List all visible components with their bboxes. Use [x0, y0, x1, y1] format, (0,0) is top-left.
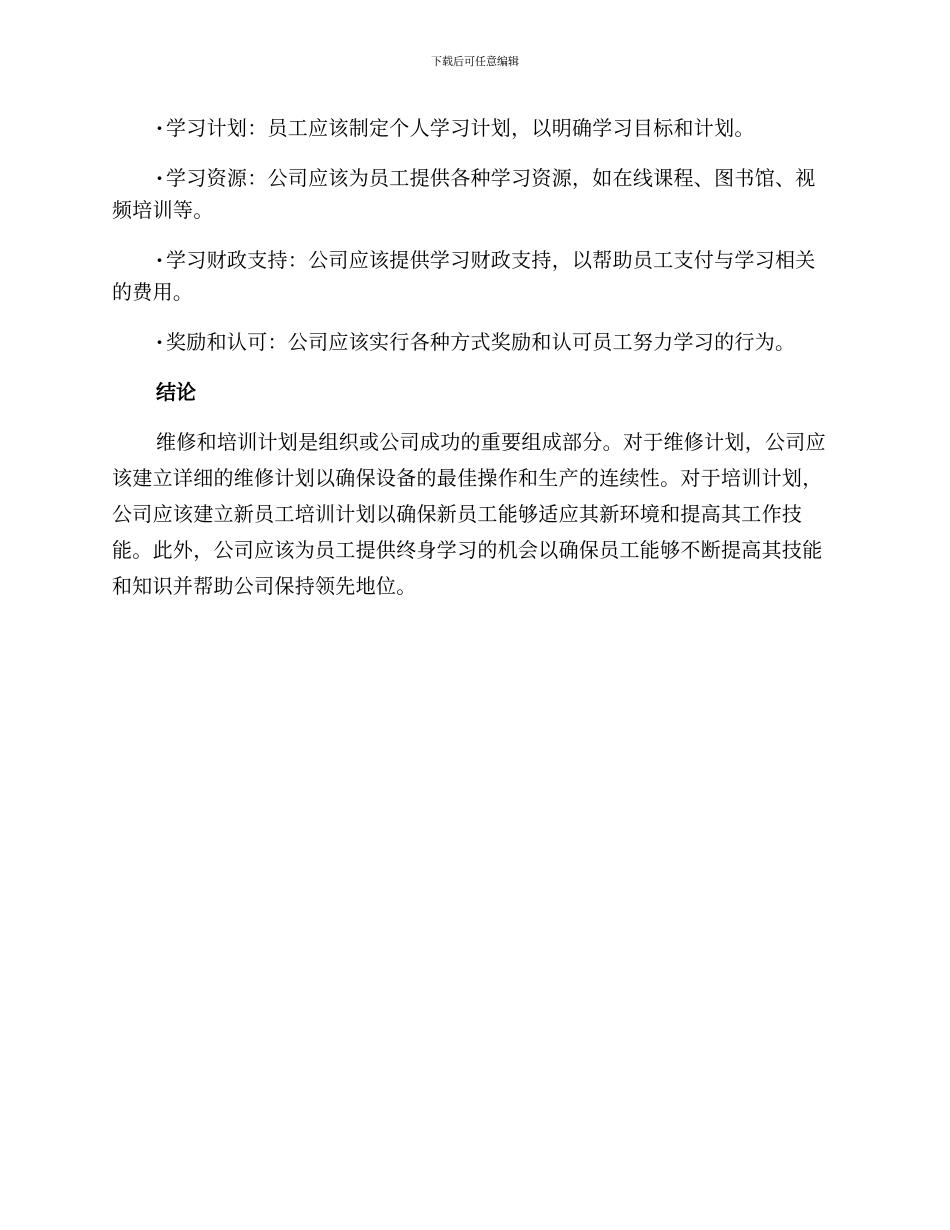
bullet-text: 奖励和认可：公司应该实行各种方式奖励和认可员工努力学习的行为。 [166, 330, 796, 354]
bullet-item-learning-plan [112, 112, 832, 144]
page-content [112, 112, 832, 604]
bullet-item-rewards-recognition [112, 326, 832, 358]
bullet-marker: · [156, 166, 164, 190]
bullet-item-learning-resources [112, 162, 832, 226]
bullet-text: 学习资源：公司应该为员工提供各种学习资源，如在线课程、图书馆、视频培训等。 [112, 166, 816, 222]
conclusion-paragraph: 维修和培训计划是组织或公司成功的重要组成部分。对于维修计划，公司应该建立详细的维修计划以确保设备的最佳操作和生产的连续性。对于培训计划，公司应该建立新员工培训计划以确保新员工能够适应其新环境和提高其工作技能。此外，公司应该为员工提供终身学习的机会以确保员工能够不断提高其技能和知识并帮助公司保持领先地位。 [112, 430, 826, 598]
bullet-text: 学习计划：员工应该制定个人学习计划，以明确学习目标和计划。 [166, 116, 755, 140]
bullet-marker: · [156, 330, 164, 354]
page-header-note: 下载后可任意编辑 [431, 55, 519, 68]
section-heading-conclusion: 结论 [156, 380, 196, 404]
bullet-text: 学习财政支持：公司应该提供学习财政支持，以帮助员工支付与学习相关的费用。 [112, 248, 816, 304]
bullet-marker: · [156, 248, 164, 272]
bullet-marker: · [156, 116, 164, 140]
bullet-item-financial-support [112, 244, 832, 308]
